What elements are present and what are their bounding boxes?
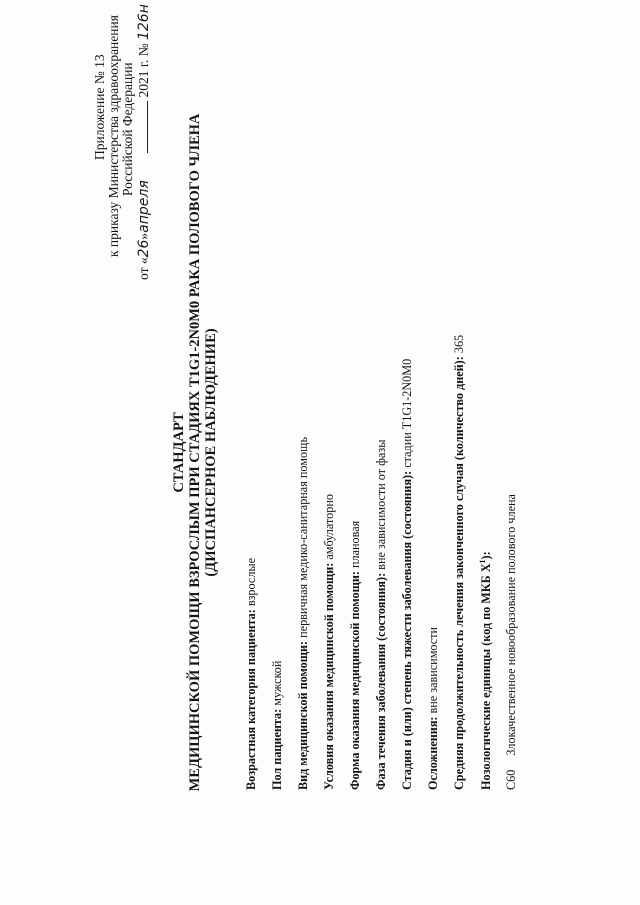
field-label: Возрастная категория пациента: — [244, 609, 258, 790]
field-care-form — [349, 521, 361, 790]
field-label: Нозологические единицы (код по МКБ $X^1$): — [478, 551, 494, 790]
field-label: Стадия и (или) степень тяжести заболевания (состояния): — [400, 470, 414, 790]
field-value: амбулаторно — [322, 494, 336, 563]
field-disease-phase — [375, 440, 387, 790]
icd-code: C60 — [504, 769, 518, 790]
date-day-handwritten: 26 — [136, 239, 152, 258]
field-disease-stage — [401, 359, 413, 790]
field-value: первичная медико-санитарная помощь — [296, 436, 310, 641]
field-label: Осложнения: — [426, 716, 440, 790]
field-value: 365 — [452, 334, 466, 357]
field-value: плановая — [348, 520, 362, 572]
order-date-line — [135, 4, 151, 280]
field-label: Пол пациента: — [270, 708, 284, 790]
field-label: Фаза течения заболевания (состояния): — [374, 572, 388, 790]
standard-subtitle: МЕДИЦИНСКОЙ ПОМОЩИ ВЗРОСЛЫМ ПРИ СТАДИЯХ T1G1-2N0M0 РАКА ПОЛОВОГО ЧЛЕНА — [187, 113, 203, 792]
date-underline — [135, 101, 148, 153]
date-mid: » — [136, 232, 151, 240]
order-line: к приказу Министерства здравоохранения — [106, 15, 121, 257]
field-age-category — [245, 558, 257, 790]
field-label: Средняя продолжительность лечения законченного случая (количество дней): — [452, 356, 466, 790]
appendix-label: Приложение № 13 — [92, 54, 107, 160]
field-label: Условия оказания медицинской помощи: — [322, 562, 336, 790]
field-value: мужской — [270, 660, 284, 709]
field-value: вне зависимости от фазы — [374, 439, 388, 573]
order-number-handwritten: 126н — [136, 4, 152, 41]
field-value: вне зависимости — [426, 626, 440, 717]
field-sex — [271, 661, 283, 790]
field-value: стадии T1G1-2N0M0 — [400, 358, 414, 471]
date-prefix: от « — [136, 257, 151, 280]
field-complications — [427, 627, 439, 790]
standard-note: (ДИСПАНСЕРНОЕ НАБЛЮДЕНИЕ) — [203, 328, 219, 577]
nosology-row — [505, 494, 517, 790]
field-label: Вид медицинской помощи: — [296, 640, 310, 790]
date-year: 2021 г. № — [136, 43, 151, 98]
field-nosology-units — [479, 551, 492, 790]
field-care-type — [297, 437, 309, 790]
date-month-handwritten: апреля — [136, 180, 152, 233]
field-value: взрослые — [244, 557, 258, 610]
standard-title: СТАНДАРТ — [171, 412, 187, 493]
federation-line: Российской Федерации — [120, 62, 135, 196]
icd-name: Злокачественное новообразование полового члена — [504, 494, 518, 756]
field-care-conditions — [323, 494, 335, 790]
field-label: Форма оказания медицинской помощи: — [348, 571, 362, 790]
field-treatment-duration — [453, 335, 465, 790]
